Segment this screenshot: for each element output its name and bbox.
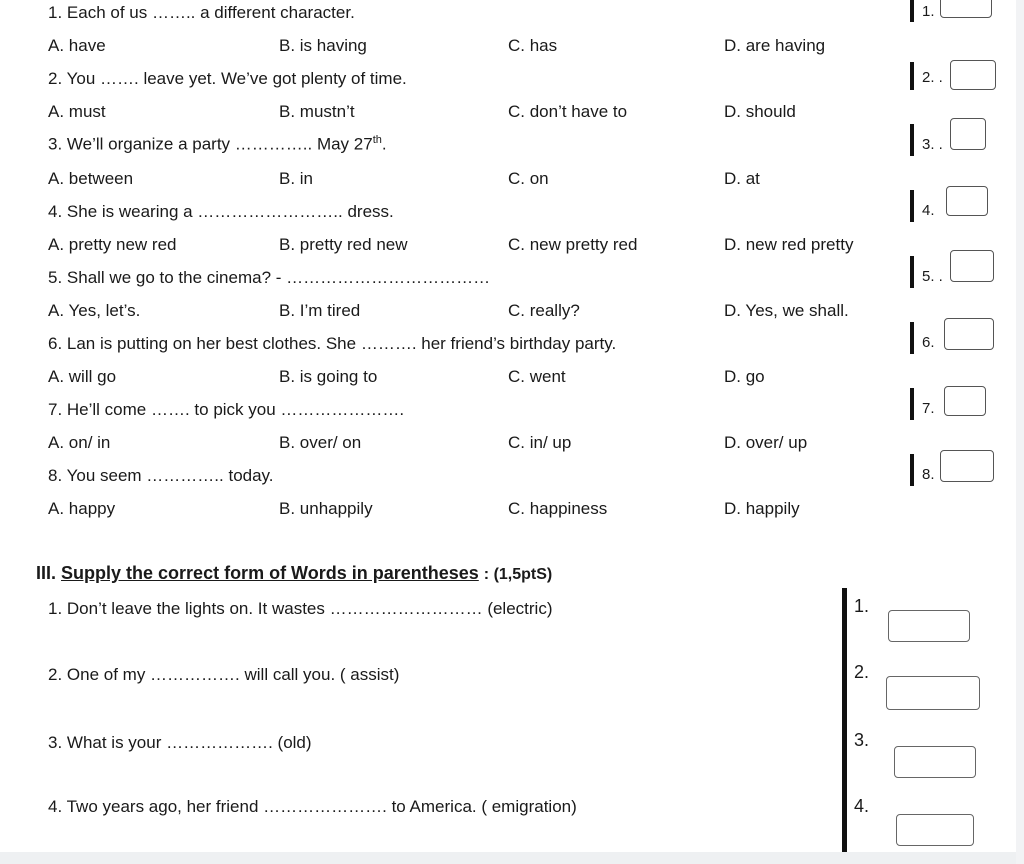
q3-option-a: A. between bbox=[48, 169, 134, 188]
question-3-sup: th bbox=[372, 134, 382, 146]
q1-option-b: B. is having bbox=[279, 36, 367, 55]
question-4: 4. She is wearing a …………………….. dress. bbox=[48, 202, 394, 221]
question-1: 1. Each of us …….. a different character. bbox=[48, 3, 355, 22]
section-heading bbox=[36, 563, 552, 584]
q2-option-d: D. should bbox=[724, 102, 796, 121]
word-question-3: 3. What is your ………………. (old) bbox=[48, 733, 312, 752]
question-3-text: 3. We’ll organize a party ………….. May 27 bbox=[48, 134, 373, 154]
q4-option-a: A. pretty new red bbox=[48, 235, 177, 254]
q1-option-d: D. are having bbox=[724, 36, 826, 55]
question-3 bbox=[48, 134, 387, 155]
q5-option-c: C. really? bbox=[508, 301, 580, 320]
page-bottom-edge bbox=[0, 852, 1024, 864]
answer-box-5[interactable] bbox=[950, 250, 994, 282]
q4-option-c: C. new pretty red bbox=[508, 235, 638, 254]
answer-bar-1 bbox=[910, 0, 914, 22]
answer-bar-4 bbox=[910, 190, 914, 222]
q6-option-b: B. is going to bbox=[279, 367, 378, 386]
answer-bar-8 bbox=[910, 454, 914, 486]
question-8: 8. You seem ………….. today. bbox=[48, 466, 274, 485]
q6-option-a: A. will go bbox=[48, 367, 117, 386]
q5-option-d: D. Yes, we shall. bbox=[724, 301, 849, 320]
answer-bar-3 bbox=[910, 124, 914, 156]
word-answer-box-1[interactable] bbox=[888, 610, 970, 642]
q1-option-a: A. have bbox=[48, 36, 106, 55]
answer-bar-2 bbox=[910, 62, 914, 90]
word-answer-box-2[interactable] bbox=[886, 676, 980, 710]
q7-option-b: B. over/ on bbox=[279, 433, 362, 452]
answer-box-7[interactable] bbox=[944, 386, 986, 416]
answer-box-2[interactable] bbox=[950, 60, 996, 90]
word-answer-box-4[interactable] bbox=[896, 814, 974, 846]
answer-label-8: 8. bbox=[922, 466, 935, 483]
q3-option-d: D. at bbox=[724, 169, 760, 188]
q8-option-b: B. unhappily bbox=[279, 499, 373, 518]
answer-label-4: 4. bbox=[922, 202, 935, 219]
answer-label-5: 5. . bbox=[922, 268, 943, 285]
q4-option-d: D. new red pretty bbox=[724, 235, 854, 254]
word-answer-label-4: 4. bbox=[854, 796, 870, 816]
q7-option-d: D. over/ up bbox=[724, 433, 808, 452]
q8-option-a: A. happy bbox=[48, 499, 116, 518]
question-6: 6. Lan is putting on her best clothes. She ………. her friend’s birthday party. bbox=[48, 334, 617, 353]
answer-box-4[interactable] bbox=[946, 186, 988, 216]
answer-bar-6 bbox=[910, 322, 914, 354]
q2-option-c: C. don’t have to bbox=[508, 102, 628, 121]
q6-option-d: D. go bbox=[724, 367, 765, 386]
answer-bar-7 bbox=[910, 388, 914, 420]
word-answer-label-1: 1. bbox=[854, 596, 870, 616]
q1-option-c: C. has bbox=[508, 36, 558, 55]
q8-option-d: D. happily bbox=[724, 499, 800, 518]
answer-box-3[interactable] bbox=[950, 118, 986, 150]
q7-option-c: C. in/ up bbox=[508, 433, 572, 452]
word-answer-label-2: 2. bbox=[854, 662, 870, 682]
page-right-edge bbox=[1016, 0, 1024, 864]
q3-option-c: C. on bbox=[508, 169, 549, 188]
answer-label-6: 6. bbox=[922, 334, 935, 351]
q5-option-a: A. Yes, let’s. bbox=[48, 301, 141, 320]
question-7: 7. He’ll come ……. to pick you …………………. bbox=[48, 400, 405, 419]
word-question-2: 2. One of my ……………. will call you. ( assist) bbox=[48, 665, 400, 684]
answer-box-8[interactable] bbox=[940, 450, 994, 482]
answer-bar-5 bbox=[910, 256, 914, 288]
q6-option-c: C. went bbox=[508, 367, 566, 386]
word-question-1: 1. Don’t leave the lights on. It wastes ……………………… (electric) bbox=[48, 599, 553, 618]
answer-label-1: 1. bbox=[922, 3, 935, 20]
section-roman: III. bbox=[36, 563, 57, 583]
answer-label-3: 3. . bbox=[922, 136, 943, 153]
question-5: 5. Shall we go to the cinema? - ……………………………… bbox=[48, 268, 491, 287]
answer-label-7: 7. bbox=[922, 400, 935, 417]
answer-column-bar bbox=[842, 588, 847, 852]
q2-option-a: A. must bbox=[48, 102, 106, 121]
q2-option-b: B. mustn’t bbox=[279, 102, 355, 121]
question-2: 2. You ……. leave yet. We’ve got plenty of time. bbox=[48, 69, 407, 88]
word-question-4: 4. Two years ago, her friend …………………. to America. ( emigration) bbox=[48, 797, 577, 816]
q7-option-a: A. on/ in bbox=[48, 433, 111, 452]
answer-box-6[interactable] bbox=[944, 318, 994, 350]
section-points: : (1,5ptS) bbox=[483, 566, 553, 583]
q8-option-c: C. happiness bbox=[508, 499, 608, 518]
q5-option-b: B. I’m tired bbox=[279, 301, 361, 320]
answer-label-2: 2. . bbox=[922, 69, 943, 86]
answer-box-1[interactable] bbox=[940, 0, 992, 18]
section-title: Supply the correct form of Words in parentheses bbox=[61, 563, 479, 583]
word-answer-label-3: 3. bbox=[854, 730, 870, 750]
word-answer-box-3[interactable] bbox=[894, 746, 976, 778]
q4-option-b: B. pretty red new bbox=[279, 235, 408, 254]
q3-option-b: B. in bbox=[279, 169, 314, 188]
question-3-tail: . bbox=[381, 134, 387, 154]
